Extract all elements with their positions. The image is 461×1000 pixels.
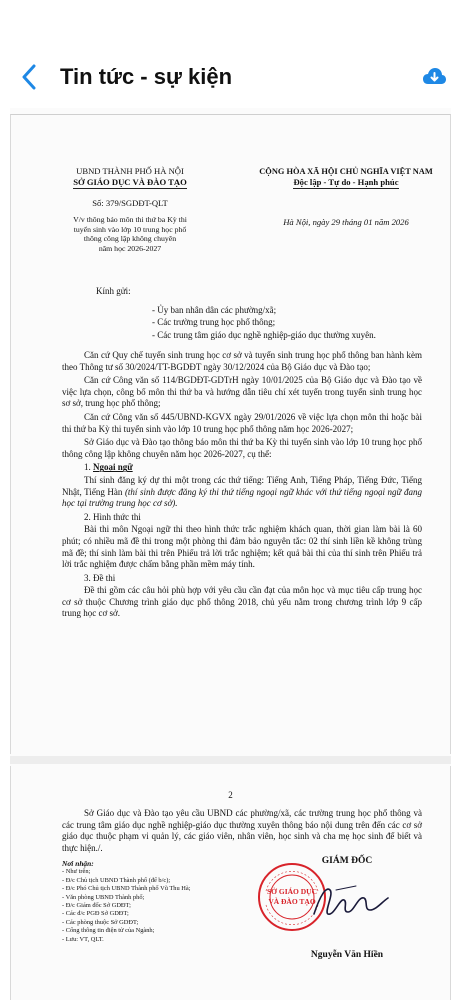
handwritten-signature (306, 876, 396, 926)
svg-text:SỞ GIÁO DỤC: SỞ GIÁO DỤC (266, 887, 318, 896)
section-heading: 1. Ngoại ngữ (84, 462, 133, 473)
noi-nhan-item: - Đ/c Phó Chủ tịch UBND Thành phố Vũ Thu Hà; (62, 885, 191, 893)
noi-nhan-item: - Lưu: VT, QLT. (62, 935, 104, 943)
closing-paragraph: Sở Giáo dục và Đào tạo yêu cầu UBND các phường/xã, các trường trung học phổ thông và các trung tâm giáo dục nghề nghiệp-giáo dục thường xuyên thông báo nội dung trên đến các cơ sở giáo dục thuộc phạm vi quản lý, các giáo viên, nhân viên, học sinh và cha mẹ học sinh để biết và thực hiện./. (62, 808, 422, 853)
cloud-download-icon (421, 64, 447, 90)
page-title: Tin tức - sự kiện (60, 64, 233, 89)
noi-nhan-item: - Đ/c Chủ tịch UBND Thành phố (để b/c); (62, 876, 171, 884)
chevron-left-icon (21, 64, 37, 90)
motto: Độc lập - Tự do - Hạnh phúc (293, 177, 399, 187)
issuer-block (50, 166, 210, 253)
signature-icon (306, 876, 396, 926)
svg-text:VÀ ĐÀO TẠO: VÀ ĐÀO TẠO (268, 897, 316, 906)
recipients-block (96, 286, 426, 341)
noi-nhan-item: - Cổng thông tin điện tử của Ngành; (62, 927, 155, 935)
noi-nhan-item: - Đ/c Giám đốc Sở GDĐT; (62, 902, 131, 910)
app-header (0, 0, 461, 104)
back-button[interactable] (14, 62, 44, 92)
noi-nhan-item: - Văn phòng UBND Thành phố; (62, 893, 145, 901)
nation-title: CỘNG HÒA XÃ HỘI CHỦ NGHĨA VIỆT NAM (259, 167, 433, 176)
document-subject: V/v thông báo môn thi thứ ba Kỳ thi tuyển sinh vào lớp 10 trung học phổ thông công lập không chuyên năm học 2026-2027 (73, 215, 187, 253)
paragraph: Bài thi môn Ngoại ngữ thi theo hình thức trắc nghiệm khách quan, thời gian làm bài là 60 phút; có nhiều mã đề thi trong một phòng thi đảm bảo nguyên tắc: 02 thí sinh liền kề không trùng mã đề; thí sinh làm bài thi trên Phiếu trả lời trắc nghiệm; kết quả bài thi của thí sinh trên Phiếu trả lời trắc nghiệm được chấm bằng phần mềm máy tính. (62, 524, 422, 570)
paragraph: Đề thi gồm các câu hỏi phù hợp với yêu cầu cần đạt của môn học và mục tiêu cấp trung học cơ sở thuộc Chương trình giáo dục phổ thông 2018, chủ yếu nằm trong chương trình lớp 9 cấp trung học cơ sở. (62, 585, 422, 619)
document-body (62, 350, 422, 620)
cloud-download-button[interactable] (421, 64, 447, 90)
document-number: Số: 379/SGDĐT-QLT (92, 198, 168, 208)
document-viewer[interactable] (10, 108, 451, 1000)
signer-name: Nguyễn Văn Hiền (310, 950, 384, 960)
section-heading: 2. Hình thức thi (84, 511, 141, 522)
noi-nhan-title: Nơi nhận: (62, 859, 94, 868)
recipient-item: - Các trung tâm giáo dục nghề nghiệp-giáo dục thường xuyên. (152, 329, 376, 340)
noi-nhan-item: - Các đ/c PGĐ Sở GDĐT; (62, 910, 129, 918)
paragraph: Sở Giáo dục và Đào tạo thông báo môn thi thứ ba Kỳ thi tuyển sinh vào lớp 10 trung học phổ thông công lập không chuyên năm học 2026-2027, cụ thể: (62, 437, 422, 459)
issuer-city: UBND THÀNH PHỐ HÀ NỘI (76, 166, 184, 176)
paragraph: Căn cứ Công văn số 445/UBND-KGVX ngày 29/01/2026 về việc lựa chọn môn thi hoặc bài thi thứ ba Kỳ thi tuyển sinh vào lớp 10 trung học phổ thông năm học 2026-2027; (62, 411, 422, 434)
page-separator (10, 756, 451, 764)
noi-nhan-item: - Như trên; (62, 868, 91, 876)
noi-nhan-item: - Các phòng thuộc Sở GDĐT; (62, 918, 139, 926)
paragraph: Thí sinh đăng ký dự thi một trong các thứ tiếng: Tiếng Anh, Tiếng Pháp, Tiếng Đức, Tiếng Nhật, Tiếng Hàn (thí sinh được đăng ký thi thứ tiếng ngoại ngữ khác với thứ tiếng ngoại ngữ đang học tại trường trung học cơ sở). (62, 474, 422, 509)
recipient-item: - Các trường trung học phổ thông; (152, 317, 276, 328)
section-heading: 3. Đề thi (84, 572, 116, 583)
noi-nhan-list (62, 860, 252, 944)
kinh-gui-label: Kính gửi: (96, 286, 131, 296)
national-header (246, 166, 446, 228)
paragraph: Căn cứ Công văn số 114/BGDĐT-GDTrH ngày 10/01/2025 của Bộ Giáo dục và Đào tạo về việc lựa chọn, công bố môn thi thứ ba và hướng dẫn tiêu chí xét tuyển trong tuyển sinh trung học sơ sở, trung học phổ thông; (62, 375, 422, 409)
date-line: Hà Nội, ngày 29 tháng 01 năm 2026 (283, 217, 409, 227)
signer-title: GIÁM ĐỐC (321, 856, 373, 866)
paragraph: Căn cứ Quy chế tuyển sinh trung học cơ sở và tuyển sinh trung học phổ thông ban hành kèm theo Thông tư số 30/2024/TT-BGDĐT ngày 30/12/2024 của Bộ Giáo dục và Đào tạo; (62, 350, 422, 372)
recipient-item: - Ủy ban nhân dân các phường/xã; (152, 305, 277, 315)
page-number: 2 (228, 790, 233, 800)
issuer-department: SỞ GIÁO DỤC VÀ ĐÀO TẠO (73, 177, 187, 187)
